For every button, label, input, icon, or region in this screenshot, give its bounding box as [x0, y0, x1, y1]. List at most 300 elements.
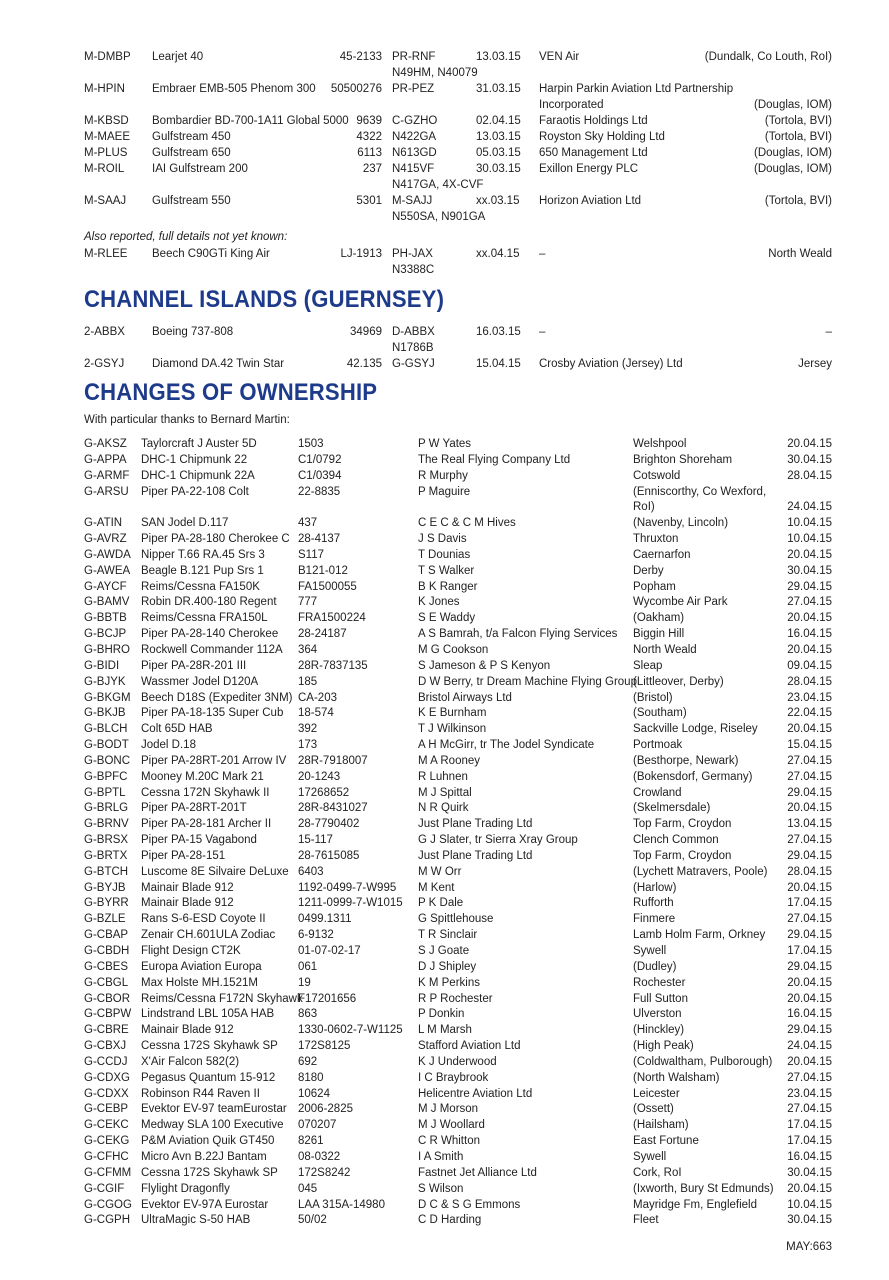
new-owner: A S Bamrah, t/a Falcon Flying Services: [418, 628, 618, 641]
construction-number: 28-7790402: [298, 818, 360, 831]
aircraft-type: Evektor EV-97A Eurostar: [141, 1198, 269, 1211]
location: Sywell: [633, 1150, 667, 1163]
construction-number: 50500276: [330, 83, 382, 95]
construction-number: 9639: [356, 115, 382, 127]
construction-number: 6403: [298, 865, 324, 878]
change-date: 29.04.15: [787, 786, 832, 799]
new-owner: S J Goate: [418, 945, 470, 957]
location: (Coldwaltham, Pulborough): [633, 1055, 773, 1068]
location: (Ossett): [633, 1103, 674, 1116]
aircraft-type: Piper PA-28-151: [141, 849, 226, 862]
aircraft-type: P&M Aviation Quik GT450: [141, 1135, 275, 1148]
registration: 2-GSYJ: [84, 358, 125, 370]
table-row: [84, 928, 832, 944]
location: Rochester: [633, 976, 686, 989]
location: Full Sutton: [633, 992, 688, 1005]
location: (Oakham): [633, 612, 685, 625]
aircraft-type: X'Air Falcon 582(2): [141, 1055, 240, 1068]
table-row: [84, 944, 832, 960]
table-row: [84, 1007, 832, 1023]
change-date: 20.04.15: [787, 643, 832, 656]
new-owner: S Wilson: [418, 1182, 464, 1195]
aircraft-type: Learjet 40: [152, 51, 204, 63]
table-row: [84, 532, 832, 548]
aircraft-type: Wassmer Jodel D120A: [141, 675, 259, 688]
construction-number: 42.135: [346, 358, 382, 370]
table-row: [84, 1134, 832, 1150]
aircraft-type: Robinson R44 Raven II: [141, 1087, 260, 1100]
registration: G-CFMM: [84, 1166, 132, 1179]
change-date: 20.04.15: [787, 881, 832, 894]
new-owner: M W Orr: [418, 865, 462, 878]
new-owner: M A Rooney: [418, 754, 481, 767]
aircraft-type: Rockwell Commander 112A: [141, 643, 283, 656]
registration: G-BKJB: [84, 707, 126, 720]
registration: G-CGIF: [84, 1182, 125, 1195]
change-date: 16.04.15: [787, 1008, 832, 1021]
new-owner: Just Plane Trading Ltd: [418, 818, 533, 831]
location: (Bokensdorf, Germany): [633, 770, 753, 783]
aircraft-type: Rans S-6-ESD Coyote II: [141, 913, 266, 926]
registration: G-CBAP: [84, 929, 129, 942]
new-owner: Fastnet Jet Alliance Ltd: [418, 1166, 537, 1179]
new-owner: Just Plane Trading Ltd: [418, 849, 533, 862]
location: Caernarfon: [633, 548, 691, 561]
aircraft-type: Europa Aviation Europa: [141, 960, 262, 973]
table-row: [84, 1102, 832, 1118]
registration: M-PLUS: [84, 147, 128, 159]
change-date: 30.04.15: [787, 1166, 832, 1179]
table-row: [84, 1039, 832, 1055]
location: (North Walsham): [633, 1071, 720, 1084]
change-date: 24.04.15: [787, 501, 832, 514]
construction-number: C1/0792: [298, 453, 342, 466]
register-row: [84, 161, 832, 193]
register-row: [84, 113, 832, 129]
location: Biggin Hill: [633, 628, 685, 641]
aircraft-type: Flight Design CT2K: [141, 945, 241, 957]
new-owner: D W Berry, tr Dream Machine Flying Group: [418, 675, 637, 688]
construction-number: 08-0322: [298, 1150, 341, 1163]
aircraft-type: Piper PA-28RT-201T: [141, 802, 247, 815]
registration: G-BLCH: [84, 723, 128, 736]
construction-number: 10624: [298, 1087, 330, 1100]
change-date: 10.04.15: [787, 1198, 832, 1211]
construction-number: 692: [298, 1055, 318, 1068]
registration: G-CCDJ: [84, 1055, 128, 1068]
construction-number: 1192-0499-7-W995: [298, 881, 397, 894]
change-date: 20.04.15: [787, 802, 832, 815]
aircraft-type: Max Holste MH.1521M: [141, 976, 258, 989]
new-owner: M J Woollard: [418, 1119, 485, 1132]
aircraft-type: Mainair Blade 912: [141, 1024, 234, 1037]
table-row: [84, 1071, 832, 1087]
change-date: 20.04.15: [787, 1182, 832, 1195]
aircraft-type: Reims/Cessna F172N Skyhawk: [141, 992, 303, 1005]
previous-identity: N415VF: [392, 163, 435, 175]
location: Welshpool: [633, 438, 687, 450]
table-row: [84, 1150, 832, 1166]
aircraft-type: Mooney M.20C Mark 21: [141, 770, 264, 783]
aircraft-type: Piper PA-15 Vagabond: [141, 834, 257, 847]
registration: G-CEBP: [84, 1103, 129, 1116]
construction-number: 28R-7918007: [298, 754, 368, 767]
registration: G-AYCF: [84, 580, 127, 593]
aircraft-type: Mainair Blade 912: [141, 881, 234, 894]
new-owner: P W Yates: [418, 438, 472, 450]
location: (Douglas, IOM): [754, 147, 832, 159]
aircraft-type: Robin DR.400-180 Regent: [141, 596, 277, 609]
location: Popham: [633, 580, 676, 593]
previous-identity-extra: N417GA, 4X-CVF: [392, 179, 484, 191]
change-date: 16.04.15: [787, 1150, 832, 1163]
construction-number: 070207: [298, 1119, 337, 1132]
new-owner: C R Whitton: [418, 1135, 480, 1148]
location: (High Peak): [633, 1040, 694, 1053]
register-row: [84, 81, 832, 113]
registration: M-ROIL: [84, 163, 125, 175]
registration: G-BBTB: [84, 612, 127, 625]
change-date: 20.04.15: [787, 976, 832, 989]
new-owner: G Spittlehouse: [418, 913, 494, 926]
new-owner: D C & S G Emmons: [418, 1198, 521, 1211]
aircraft-type: Gulfstream 450: [152, 131, 231, 143]
location: (Littleover, Derby): [633, 675, 724, 688]
construction-number: 6-9132: [298, 929, 334, 942]
registration: M-RLEE: [84, 248, 128, 260]
change-date: 27.04.15: [787, 770, 832, 783]
construction-number: 6113: [357, 147, 382, 159]
aircraft-type: Beech C90GTi King Air: [152, 248, 270, 260]
change-date: 09.04.15: [787, 659, 832, 672]
table-row: [84, 500, 832, 516]
previous-identity: M-SAJJ: [392, 195, 433, 207]
construction-number: 19: [298, 976, 311, 989]
change-date: 22.04.15: [787, 707, 832, 720]
change-date: 29.04.15: [787, 1024, 832, 1037]
aircraft-type: Reims/Cessna FA150K: [141, 580, 260, 593]
location: Derby: [633, 564, 664, 577]
location: (Tortola, BVI): [764, 131, 832, 143]
new-owner: C E C & C M Hives: [418, 517, 516, 530]
registration: G-CFHC: [84, 1150, 129, 1163]
new-owner: K J Underwood: [418, 1055, 497, 1068]
table-row: [84, 611, 832, 627]
construction-number: 392: [298, 723, 318, 736]
change-date: 23.04.15: [787, 1087, 832, 1100]
registration-date: 15.04.15: [476, 358, 521, 370]
aircraft-type: Cessna 172S Skyhawk SP: [141, 1166, 278, 1179]
table-row: [84, 770, 832, 786]
registration: G-BAMV: [84, 596, 130, 609]
new-owner: T R Sinclair: [418, 929, 478, 942]
aircraft-type: Gulfstream 650: [152, 147, 231, 159]
location: North Weald: [768, 248, 832, 260]
owner: Exillon Energy PLC: [539, 163, 639, 175]
table-row: [84, 896, 832, 912]
table-row: [84, 801, 832, 817]
registration-date: 02.04.15: [476, 115, 521, 127]
construction-number: 061: [298, 960, 318, 973]
location: –: [825, 326, 832, 338]
aircraft-type: Flylight Dragonfly: [141, 1182, 230, 1195]
change-date: 30.04.15: [787, 1214, 832, 1227]
new-owner: K M Perkins: [418, 976, 480, 989]
location: (Tortola, BVI): [764, 195, 832, 207]
previous-identity: PR-PEZ: [392, 83, 435, 95]
registration: G-CGPH: [84, 1214, 130, 1227]
location: Lamb Holm Farm, Orkney: [633, 929, 766, 942]
location: RoI): [633, 501, 655, 514]
change-date: 27.04.15: [787, 596, 832, 609]
table-row: [84, 1213, 832, 1229]
registration: G-BRNV: [84, 818, 129, 831]
aircraft-type: Piper PA-28-181 Archer II: [141, 818, 272, 831]
location: Cotswold: [633, 469, 681, 482]
table-row: [84, 485, 832, 501]
guernsey-heading: CHANNEL ISLANDS (GUERNSEY): [84, 286, 445, 313]
change-date: 27.04.15: [787, 913, 832, 926]
new-owner: T J Wilkinson: [418, 723, 487, 736]
owner: Faraotis Holdings Ltd: [539, 115, 648, 127]
change-date: 20.04.15: [787, 1055, 832, 1068]
registration: G-CBGL: [84, 976, 129, 989]
registration: G-CBPW: [84, 1008, 132, 1021]
change-date: 10.04.15: [787, 517, 832, 530]
location: Ulverston: [633, 1008, 682, 1021]
register-row: [84, 145, 832, 161]
construction-number: 863: [298, 1008, 318, 1021]
aircraft-type: Piper PA-28-140 Cherokee: [141, 628, 279, 641]
location: Mayridge Fm, Englefield: [633, 1198, 757, 1211]
change-date: 29.04.15: [787, 929, 832, 942]
aircraft-type: Piper PA-28R-201 III: [141, 659, 247, 672]
new-owner: D J Shipley: [418, 960, 477, 973]
aircraft-type: Lindstrand LBL 105A HAB: [141, 1008, 275, 1021]
registration: G-BTCH: [84, 865, 129, 878]
change-date: 20.04.15: [787, 992, 832, 1005]
aircraft-type: Mainair Blade 912: [141, 897, 234, 910]
change-date: 17.04.15: [787, 945, 832, 957]
aircraft-type: Diamond DA.42 Twin Star: [152, 358, 285, 370]
location: Fleet: [633, 1214, 659, 1227]
aircraft-type: Nipper T.66 RA.45 Srs 3: [141, 548, 265, 561]
owner: Royston Sky Holding Ltd: [539, 131, 665, 143]
registration-date: xx.04.15: [476, 248, 520, 260]
new-owner: G J Slater, tr Sierra Xray Group: [418, 834, 578, 847]
registration: M-SAAJ: [84, 195, 127, 207]
registration: G-BZLE: [84, 913, 126, 926]
table-row: [84, 817, 832, 833]
aircraft-type: Cessna 172N Skyhawk II: [141, 786, 270, 799]
construction-number: 28-4137: [298, 533, 341, 546]
construction-number: 1211-0999-7-W1015: [298, 897, 403, 910]
registration: G-BYRR: [84, 897, 129, 910]
change-date: 20.04.15: [787, 438, 832, 450]
construction-number: 5301: [356, 195, 382, 207]
new-owner: S Jameson & P S Kenyon: [418, 659, 551, 672]
location: Clench Common: [633, 834, 719, 847]
table-row: [84, 1182, 832, 1198]
owner: –: [539, 248, 546, 260]
location: (Dundalk, Co Louth, RoI): [704, 51, 832, 63]
changes-subtitle: With particular thanks to Bernard Martin:: [84, 414, 290, 426]
new-owner: M J Spittal: [418, 786, 472, 799]
owner: –: [539, 326, 546, 338]
registration: G-ATIN: [84, 517, 123, 530]
table-row: [84, 786, 832, 802]
construction-number: FA1500055: [298, 580, 357, 593]
table-row: [84, 706, 832, 722]
construction-number: FRA1500224: [298, 612, 366, 625]
aircraft-type: Piper PA-28RT-201 Arrow IV: [141, 754, 287, 767]
registration: G-AKSZ: [84, 438, 127, 450]
aircraft-type: IAI Gulfstream 200: [152, 163, 248, 175]
registration: G-BIDI: [84, 659, 120, 672]
new-owner: R Murphy: [418, 469, 468, 482]
registration-date: 13.03.15: [476, 131, 521, 143]
registration: G-CBDH: [84, 945, 130, 957]
location: Thruxton: [633, 533, 679, 546]
aircraft-type: DHC-1 Chipmunk 22A: [141, 469, 255, 482]
change-date: 30.04.15: [787, 453, 832, 466]
new-owner: C D Harding: [418, 1214, 482, 1227]
registration: G-BPTL: [84, 786, 126, 799]
construction-number: 28-7615085: [298, 849, 360, 862]
new-owner: B K Ranger: [418, 580, 478, 593]
construction-number: 22-8835: [298, 485, 341, 498]
change-date: 17.04.15: [787, 1119, 832, 1132]
location: (Ixworth, Bury St Edmunds): [633, 1182, 774, 1195]
construction-number: 1330-0602-7-W1125: [298, 1024, 403, 1037]
table-row: [84, 643, 832, 659]
table-row: [84, 659, 832, 675]
aircraft-type: Pegasus Quantum 15-912: [141, 1071, 276, 1084]
construction-number: 50/02: [298, 1214, 327, 1227]
location: (Dudley): [633, 960, 677, 973]
table-row: [84, 881, 832, 897]
new-owner: P K Dale: [418, 897, 464, 910]
registration: G-CBES: [84, 960, 129, 973]
location: Jersey: [798, 358, 832, 370]
construction-number: 172S8242: [298, 1166, 351, 1179]
new-owner: I C Braybrook: [418, 1071, 489, 1084]
registration: G-ARSU: [84, 485, 129, 498]
new-owner: M G Cookson: [418, 643, 489, 656]
location: Sackville Lodge, Riseley: [633, 723, 758, 736]
construction-number: 28R-7837135: [298, 659, 368, 672]
change-date: 20.04.15: [787, 723, 832, 736]
location: (Navenby, Lincoln): [633, 517, 729, 530]
aircraft-type: Gulfstream 550: [152, 195, 231, 207]
table-row: [84, 691, 832, 707]
construction-number: 437: [298, 517, 318, 530]
owner-continued: Incorporated: [539, 99, 604, 111]
construction-number: 20-1243: [298, 770, 341, 783]
change-date: 28.04.15: [787, 675, 832, 688]
registration: G-BKGM: [84, 691, 131, 704]
table-row: [84, 1118, 832, 1134]
aircraft-type: Piper PA-28-180 Cherokee C: [141, 533, 290, 546]
registration: G-CGOG: [84, 1198, 132, 1211]
change-date: 20.04.15: [787, 612, 832, 625]
construction-number: 1503: [298, 438, 324, 450]
location: Finmere: [633, 913, 676, 926]
location: Leicester: [633, 1087, 680, 1100]
location: East Fortune: [633, 1135, 699, 1148]
construction-number: 173: [298, 739, 318, 752]
registration-date: 13.03.15: [476, 51, 521, 63]
construction-number: B121-012: [298, 564, 348, 577]
new-owner: J S Davis: [418, 533, 467, 546]
location: Brighton Shoreham: [633, 453, 733, 466]
aircraft-type: Bombardier BD-700-1A11 Global 5000: [152, 115, 349, 127]
table-row: [84, 833, 832, 849]
table-row: [84, 992, 832, 1008]
owner: 650 Management Ltd: [539, 147, 648, 159]
table-row: [84, 1055, 832, 1071]
previous-identity-extra: N1786B: [392, 342, 434, 354]
construction-number: 01-07-02-17: [298, 945, 361, 957]
new-owner: P Donkin: [418, 1008, 465, 1021]
aircraft-type: Cessna 172S Skyhawk SP: [141, 1040, 278, 1053]
change-date: 30.04.15: [787, 564, 832, 577]
change-date: 27.04.15: [787, 834, 832, 847]
registration: G-AWEA: [84, 564, 131, 577]
location: (Hailsham): [633, 1119, 689, 1132]
new-owner: L M Marsh: [418, 1024, 472, 1037]
change-date: 17.04.15: [787, 1135, 832, 1148]
new-owner: R Luhnen: [418, 770, 468, 783]
register-row: [84, 49, 832, 81]
registration: G-BYJB: [84, 881, 126, 894]
new-owner: T S Walker: [418, 564, 475, 577]
change-date: 24.04.15: [787, 1040, 832, 1053]
location: Sleap: [633, 659, 663, 672]
register-row: [84, 246, 832, 278]
table-row: [84, 675, 832, 691]
location: Portmoak: [633, 739, 683, 752]
new-owner: Stafford Aviation Ltd: [418, 1040, 521, 1053]
aircraft-type: Colt 65D HAB: [141, 723, 213, 736]
owner: Crosby Aviation (Jersey) Ltd: [539, 358, 683, 370]
registration: G-CDXG: [84, 1071, 130, 1084]
register-row: [84, 193, 832, 225]
location: (Tortola, BVI): [764, 115, 832, 127]
location: Top Farm, Croydon: [633, 818, 732, 831]
construction-number: LAA 315A-14980: [298, 1198, 385, 1211]
aircraft-type: Beagle B.121 Pup Srs 1: [141, 564, 264, 577]
location: Rufforth: [633, 897, 674, 910]
registration: M-DMBP: [84, 51, 131, 63]
change-date: 28.04.15: [787, 865, 832, 878]
location: (Enniscorthy, Co Wexford,: [633, 485, 767, 498]
location: (Harlow): [633, 881, 677, 894]
registration: G-CBOR: [84, 992, 130, 1005]
aircraft-type: Evektor EV-97 teamEurostar: [141, 1103, 287, 1116]
construction-number: 172S8125: [298, 1040, 351, 1053]
construction-number: 45-2133: [339, 51, 382, 63]
aircraft-type: Beech D18S (Expediter 3NM): [141, 691, 293, 704]
previous-identity-extra: N49HM, N40079: [392, 67, 478, 79]
construction-number: C1/0394: [298, 469, 342, 482]
aircraft-type: DHC-1 Chipmunk 22: [141, 453, 248, 466]
previous-identity: C-GZHO: [392, 115, 438, 127]
registration: G-CEKC: [84, 1119, 129, 1132]
change-date: 29.04.15: [787, 960, 832, 973]
table-row: [84, 912, 832, 928]
table-row: [84, 849, 832, 865]
